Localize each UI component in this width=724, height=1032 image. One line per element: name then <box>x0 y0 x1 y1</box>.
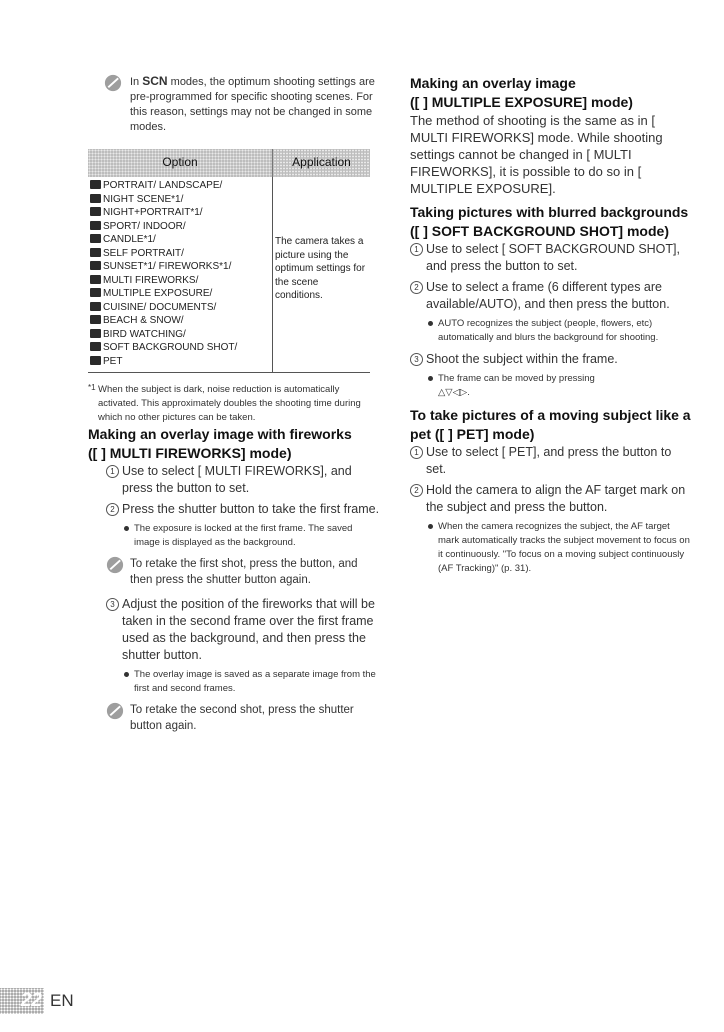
step-1 <box>410 444 692 478</box>
multi-fireworks-icon <box>90 275 101 284</box>
option-line: SOFT BACKGROUND SHOT/ <box>90 341 270 355</box>
step-text: Use to select [ SOFT BACKGROUND SHOT], and press the button to set. <box>426 242 680 273</box>
soft-background-title: Taking pictures with blurred backgrounds ([ ] SOFT BACKGROUND SHOT] mode) <box>410 204 689 239</box>
option-line: BIRD WATCHING/ <box>90 328 270 342</box>
beach-snow-icon <box>90 315 101 324</box>
option-line: PET <box>90 355 270 369</box>
option-line: CANDLE*1/ <box>90 233 270 247</box>
step-text: Hold the camera to align the AF target mark on the subject and press the button. <box>426 483 686 514</box>
step-2 <box>410 279 692 313</box>
step-2 <box>410 482 692 516</box>
scene-options-table <box>88 149 370 373</box>
bullet-note: The overlay image is saved as a separate image from the first and second frames. <box>122 668 380 696</box>
option-line: MULTI FIREWORKS/ <box>90 274 270 288</box>
option-line: SUNSET*1/ FIREWORKS*1/ <box>90 260 270 274</box>
soft-background-icon <box>90 342 101 351</box>
step-3 <box>410 351 692 368</box>
step-text: Use to select a frame (6 different types are available/AUTO), and then press the button. <box>426 280 670 311</box>
pet-icon <box>90 356 101 365</box>
application-text: The camera takes a picture using the optimum settings for the scene conditions. <box>275 236 366 301</box>
option-line: NIGHT+PORTRAIT*1/ <box>90 206 270 220</box>
portrait-icon <box>90 180 101 189</box>
step-text: Adjust the position of the fireworks that will be taken in the second frame over the first frame used as the background, and then press the shutter button. <box>122 597 375 662</box>
arrow-keys-icon: △▽◁▷. <box>438 387 470 398</box>
option-line: SPORT/ INDOOR/ <box>90 220 270 234</box>
scn-label: SCN <box>142 74 168 88</box>
footnote-mark: *1 <box>88 383 96 392</box>
footnote <box>88 383 380 425</box>
step-text: Use to select [ MULTI FIREWORKS], and press the button to set. <box>122 464 352 495</box>
bullet-note: The exposure is locked at the first frame. The saved image is displayed as the background. <box>122 522 380 550</box>
left-column <box>88 74 380 742</box>
option-line: NIGHT SCENE*1/ <box>90 193 270 207</box>
header-option: Option <box>88 149 273 177</box>
bullet-note: AUTO recognizes the subject (people, flowers, etc) automatically and blurs the background for shooting. <box>426 317 692 345</box>
pet-mode-title: To take pictures of a moving subject like a pet ([ ] PET] mode) <box>410 407 691 442</box>
step-1 <box>106 463 380 497</box>
multiple-exposure-text: The method of shooting is the same as in [ MULTI FIREWORKS] mode. While shooting settings cannot be changed in [ MULTI FIREWORKS], it is possible to do so in [ MULTIPLE EXPOSURE]. <box>410 113 663 196</box>
fireworks-section-title: Making an overlay image with fireworks ([ ] MULTI FIREWORKS] mode) <box>88 426 352 461</box>
step-number: 2 <box>410 484 423 497</box>
note-text: modes, the optimum shooting settings are pre-programmed for specific shooting scenes. For this reason, settings may not be changed in some modes. <box>130 76 375 133</box>
footnote-text: When the subject is dark, noise reduction is automatically activated. This approximately doubles the shooting time during which no other pictures can be taken. <box>98 384 361 423</box>
step-number: 3 <box>410 353 423 366</box>
application-cell <box>273 177 371 373</box>
bird-watching-icon <box>90 329 101 338</box>
step-number: 3 <box>106 598 119 611</box>
step-text: Shoot the subject within the frame. <box>426 352 618 366</box>
option-line: PORTRAIT/ LANDSCAPE/ <box>90 179 270 193</box>
right-column <box>410 74 692 582</box>
page-number: 22 <box>0 988 44 1014</box>
fireworks-steps <box>106 463 380 734</box>
step-3 <box>106 596 380 664</box>
step-text: Press the shutter button to take the first frame. <box>122 502 380 516</box>
candle-icon <box>90 234 101 243</box>
note-prefix: In <box>130 76 140 88</box>
bullet-note: The frame can be moved by pressing △▽◁▷. <box>426 372 692 400</box>
night-portrait-icon <box>90 207 101 216</box>
step-number: 1 <box>410 243 423 256</box>
note-icon <box>106 556 124 574</box>
note-icon <box>104 74 122 92</box>
option-line: SELF PORTRAIT/ <box>90 247 270 261</box>
option-line: CUISINE/ DOCUMENTS/ <box>90 301 270 315</box>
options-cell <box>88 177 273 373</box>
option-line: BEACH & SNOW/ <box>90 314 270 328</box>
step-number: 1 <box>106 465 119 478</box>
cuisine-icon <box>90 302 101 311</box>
multiple-exposure-title: Making an overlay image ([ ] MULTIPLE EXPOSURE] mode) <box>410 75 633 110</box>
night-scene-icon <box>90 194 101 203</box>
step-number: 2 <box>410 281 423 294</box>
retake-note: To retake the second shot, press the shutter button again. <box>106 702 380 734</box>
step-1 <box>410 241 692 275</box>
multiple-exposure-icon <box>90 288 101 297</box>
step-number: 2 <box>106 503 119 516</box>
step-2 <box>106 501 380 518</box>
retake-note: To retake the first shot, press the button, and then press the shutter button again. <box>106 556 380 588</box>
sport-icon <box>90 221 101 230</box>
note-icon <box>106 702 124 720</box>
scn-note <box>88 74 380 135</box>
page-language: EN <box>50 991 74 1010</box>
step-number: 1 <box>410 446 423 459</box>
sunset-icon <box>90 261 101 270</box>
header-application: Application <box>273 149 371 177</box>
step-text: Use to select [ PET], and press the button to set. <box>426 445 672 476</box>
bullet-note: When the camera recognizes the subject, the AF target mark automatically tracks the subject movement to focus on it continuously. "To focus on a moving subject continuously (AF Tracking)" (p. 31). <box>426 520 692 576</box>
option-line: MULTIPLE EXPOSURE/ <box>90 287 270 301</box>
self-portrait-icon <box>90 248 101 257</box>
